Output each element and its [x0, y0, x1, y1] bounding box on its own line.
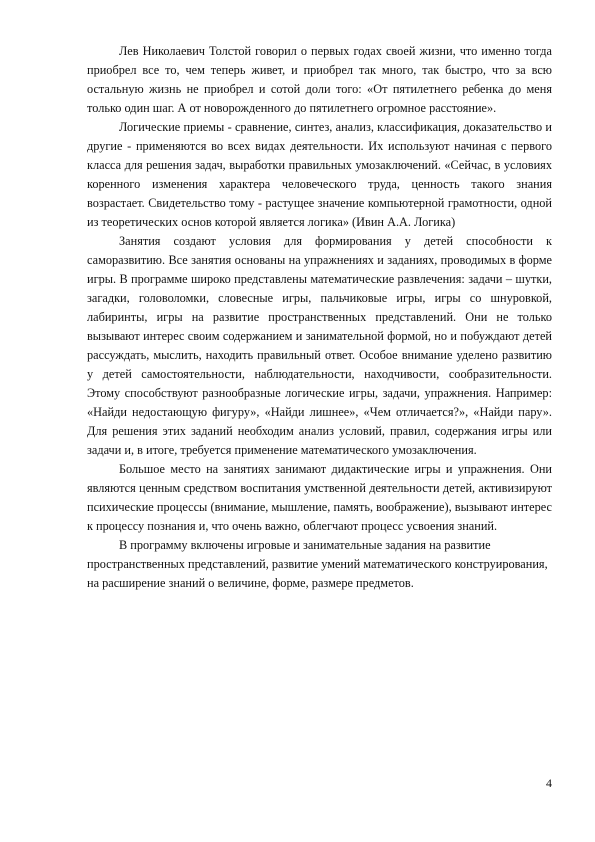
paragraph-didactic-games: Большое место на занятиях занимают дидактические игры и упражнения. Они являются ценным средством воспитания умственной деятельности детей, активизируют психические процессы (внимание, мышление, память, воображение), вызывают интерес к процессу познания и, что очень важно, облегчают процесс усвоения знаний. [87, 462, 552, 533]
body-text [87, 42, 552, 593]
paragraph-lessons: Занятия создают условия для формирования у детей способности к саморазвитию. Все занятия основаны на упражнениях и заданиях, проводимых в форме игры. В программе широко представлены математические развлечения: задачи – шутки, загадки, головоломки, словесные игры, пальчиковые игры, игры со шнуровкой, лабиринты, игры на развитие пространственных представлений. Они не только вызывают интерес своим содержанием и занимательной формой, но и побуждают детей рассуждать, мыслить, находить правильный ответ. Особое внимание уделено развитию у детей самостоятельности, наблюдательности, находчивости, сообразительности. Этому способствуют разнообразные логические игры, задачи, упражнения. Например: «Найди недостающую фигуру», «Найди лишнее», «Чем отличается?», «Найди пару». Для решения этих заданий необходим анализ условий, правил, содержания игры или задачи и, в итоге, требуется применение математического умозаключения. [87, 234, 552, 457]
paragraph-logical-methods: Логические приемы - сравнение, синтез, анализ, классификация, доказательство и другие - применяются во всех видах деятельности. Их используют начиная с первого класса для решения задач, выработки правильных умозаключений. «Сейчас, в условиях коренного изменения характера человеческого труда, ценность такого знания возрастает. Свидетельство тому - растущее значение компьютерной грамотности, одной из теоретических основ которой является логика» (Ивин А.А. Логика) [87, 120, 552, 229]
paragraph-tolstoy-quote: Лев Николаевич Толстой говорил о первых годах своей жизни, что именно тогда приобрел все то, чем теперь живет, и приобрел так много, так быстро, что за всю остальную жизнь не приобрел и сотой доли того: «От пятилетнего ребенка до меня только один шаг. А от новорожденного до пятилетнего огромное расстояние». [87, 44, 552, 115]
paragraph-program-tasks: В программу включены игровые и занимательные задания на развитие пространственных представлений, развитие умений математического конструирования, на расширение знаний о величине, форме, размере предметов. [87, 538, 548, 590]
page-number: 4 [546, 776, 552, 790]
